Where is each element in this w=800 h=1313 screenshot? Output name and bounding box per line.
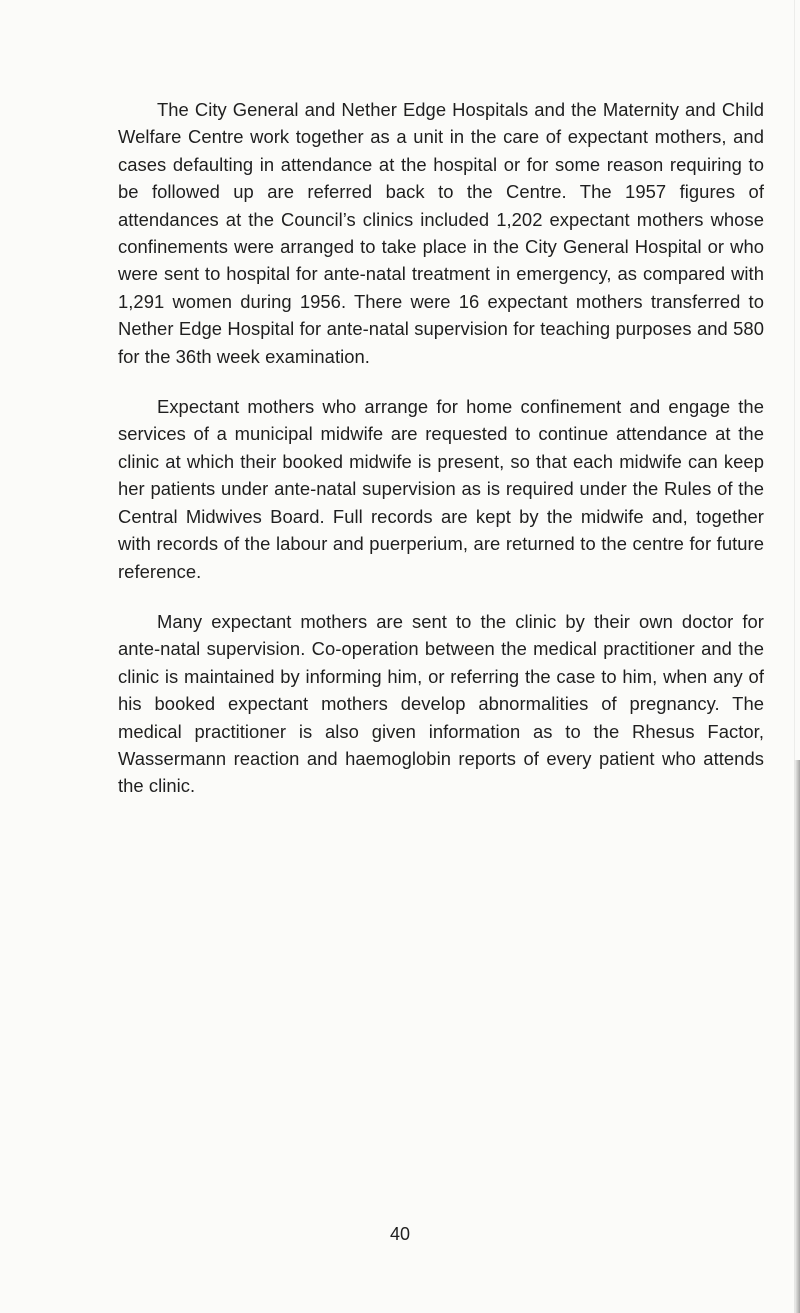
paragraph-1: The City General and Nether Edge Hospitals and the Maternity and Child Welfare Centre work together as a unit in the care of expectant mothers, and cases defaulting in attendance at the hospital or for some reason requiring to be followed up are referred back to the Centre. The 1957 figures of attendances at the Council’s clinics included 1,202 expectant mothers whose confinements were arranged to take place in the City General Hospital or who were sent to hospital for ante-natal treatment in emergency, as compared with 1,291 women during 1956. There were 16 expectant mothers transferred to Nether Edge Hospital for ante-natal supervision for teaching purposes and 580 for the 36th week examination. [118,99,764,367]
paragraph-2: Expectant mothers who arrange for home confinement and engage the services of a municipal midwife are requested to continue attendance at the clinic at which their booked midwife is present, so that each midwife can keep her patients under ante-natal supervision as is required under the Rules of the Central Midwives Board. Full records are kept by the midwife and, together with records of the labour and puerperium, are returned to the centre for future reference. [118,396,764,582]
page-edge-shadow [794,760,800,1313]
paragraph-3: Many expectant mothers are sent to the clinic by their own doctor for ante-natal supervision. Co-operation between the medical practitioner and the clinic is maintained by informing him, or referring the case to him, when any of his booked expectant mothers develop abnormalities of pregnancy. The medical practitioner is also given information as to the Rhesus Factor, Wassermann reaction and haemoglobin reports of every patient who attends the clinic. [118,610,764,797]
body-text [118,96,764,823]
page-number: 40 [389,1224,411,1244]
